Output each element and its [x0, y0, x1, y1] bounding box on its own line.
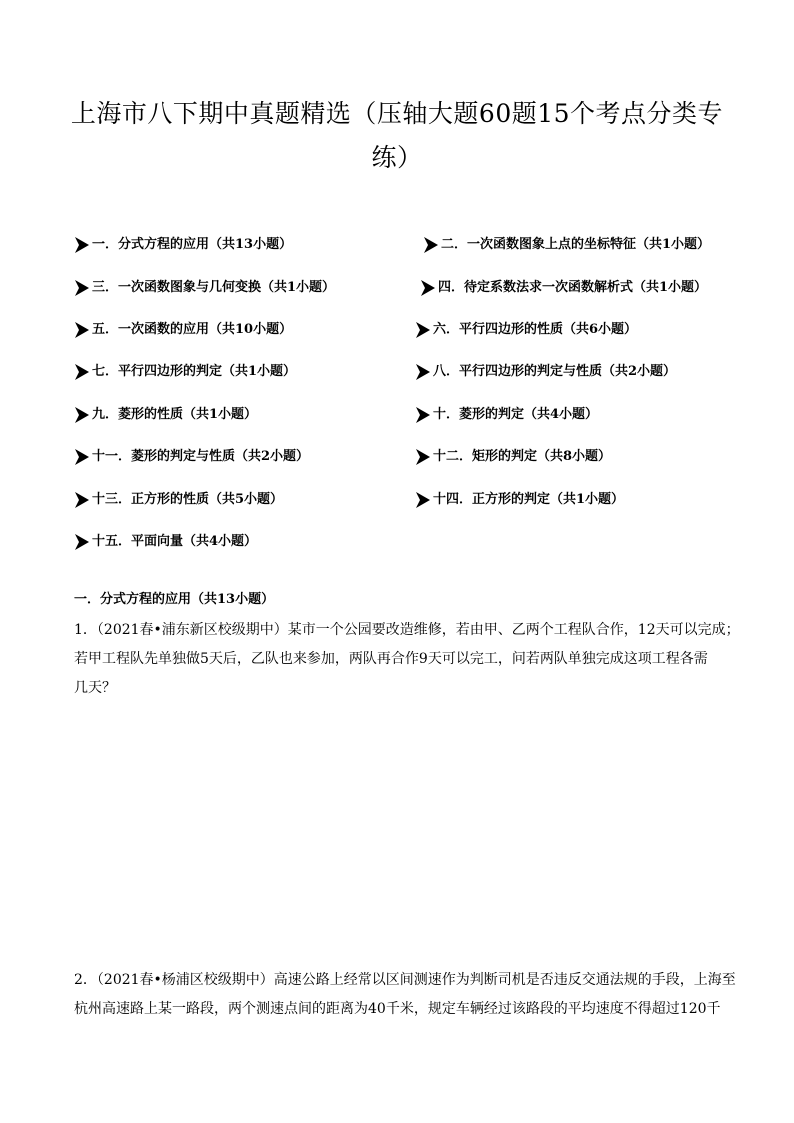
arrow-bullet-icon: [74, 279, 90, 297]
title-line-1: 上海市八下期中真题精选（压轴大题60题15个考点分类专: [70, 99, 724, 128]
toc-item-label: 九．菱形的性质（共1小题）: [92, 407, 258, 422]
arrow-bullet-icon: [415, 406, 431, 424]
toc-item-label: 十二．矩形的判定（共8小题）: [433, 449, 612, 464]
toc-item-label: 十一．菱形的判定与性质（共2小题）: [92, 449, 310, 464]
problem-line: 几天？: [74, 680, 116, 696]
problem-2: [74, 966, 736, 1024]
toc-item-4[interactable]: [420, 277, 707, 299]
toc-item-7[interactable]: [74, 361, 296, 383]
toc-item-11[interactable]: [74, 446, 309, 468]
problem-line: 若甲工程队先单独做5天后，乙队也来参加，两队再合作9天可以完工，问若两队单独完成这项工程各需: [74, 651, 708, 667]
toc-item-9[interactable]: [74, 404, 257, 426]
problem-line: 杭州高速路上某一路段，两个测速点间的距离为40千米，规定车辆经过该路段的平均速度不得超过120千: [74, 1001, 721, 1017]
arrow-bullet-icon: [74, 491, 90, 509]
toc-item-label: 十．菱形的判定（共4小题）: [433, 407, 599, 422]
arrow-bullet-icon: [420, 279, 436, 297]
arrow-bullet-icon: [415, 448, 431, 466]
problem-line: 2．（2021春•杨浦区校级期中）高速公路上经常以区间测速作为判断司机是否违反交通法规的手段，上海至: [74, 972, 736, 988]
arrow-bullet-icon: [415, 491, 431, 509]
toc-item-label: 十三．正方形的性质（共5小题）: [92, 492, 284, 507]
toc-item-14[interactable]: [415, 489, 624, 511]
toc-item-2[interactable]: [423, 234, 710, 256]
arrow-bullet-icon: [423, 236, 439, 254]
toc-item-label: 二．一次函数图象上点的坐标特征（共1小题）: [441, 237, 711, 252]
toc-item-12[interactable]: [415, 446, 611, 468]
toc-item-label: 五．一次函数的应用（共10小题）: [92, 322, 293, 337]
toc-item-6[interactable]: [415, 319, 637, 341]
toc-item-label: 三．一次函数图象与几何变换（共1小题）: [92, 280, 336, 295]
toc-item-label: 六．平行四边形的性质（共6小题）: [433, 322, 638, 337]
toc-item-5[interactable]: [74, 319, 292, 341]
toc-item-label: 十四．正方形的判定（共1小题）: [433, 492, 625, 507]
document-title: [60, 92, 734, 180]
arrow-bullet-icon: [415, 321, 431, 339]
title-line-2: 练）: [371, 143, 423, 172]
toc-item-1[interactable]: [74, 234, 292, 256]
arrow-bullet-icon: [74, 448, 90, 466]
toc-item-3[interactable]: [74, 277, 335, 299]
toc-item-label: 一．分式方程的应用（共13小题）: [92, 237, 293, 252]
toc-item-label: 八．平行四边形的判定与性质（共2小题）: [433, 364, 677, 379]
toc-item-13[interactable]: [74, 489, 283, 511]
arrow-bullet-icon: [74, 236, 90, 254]
arrow-bullet-icon: [415, 363, 431, 381]
arrow-bullet-icon: [74, 363, 90, 381]
arrow-bullet-icon: [74, 321, 90, 339]
toc-item-label: 四．待定系数法求一次函数解析式（共1小题）: [438, 280, 708, 295]
section-heading: 一．分式方程的应用（共13小题）: [74, 592, 275, 607]
toc-item-label: 十五．平面向量（共4小题）: [92, 534, 258, 549]
arrow-bullet-icon: [74, 533, 90, 551]
toc-item-label: 七．平行四边形的判定（共1小题）: [92, 364, 297, 379]
toc-item-10[interactable]: [415, 404, 598, 426]
toc-item-8[interactable]: [415, 361, 676, 383]
problem-line: 1．（2021春•浦东新区校级期中）某市一个公园要改造维修，若由甲、乙两个工程队合作，12天可以完成；: [74, 622, 740, 638]
problem-1: [74, 616, 740, 703]
arrow-bullet-icon: [74, 406, 90, 424]
toc-item-15[interactable]: [74, 531, 257, 553]
